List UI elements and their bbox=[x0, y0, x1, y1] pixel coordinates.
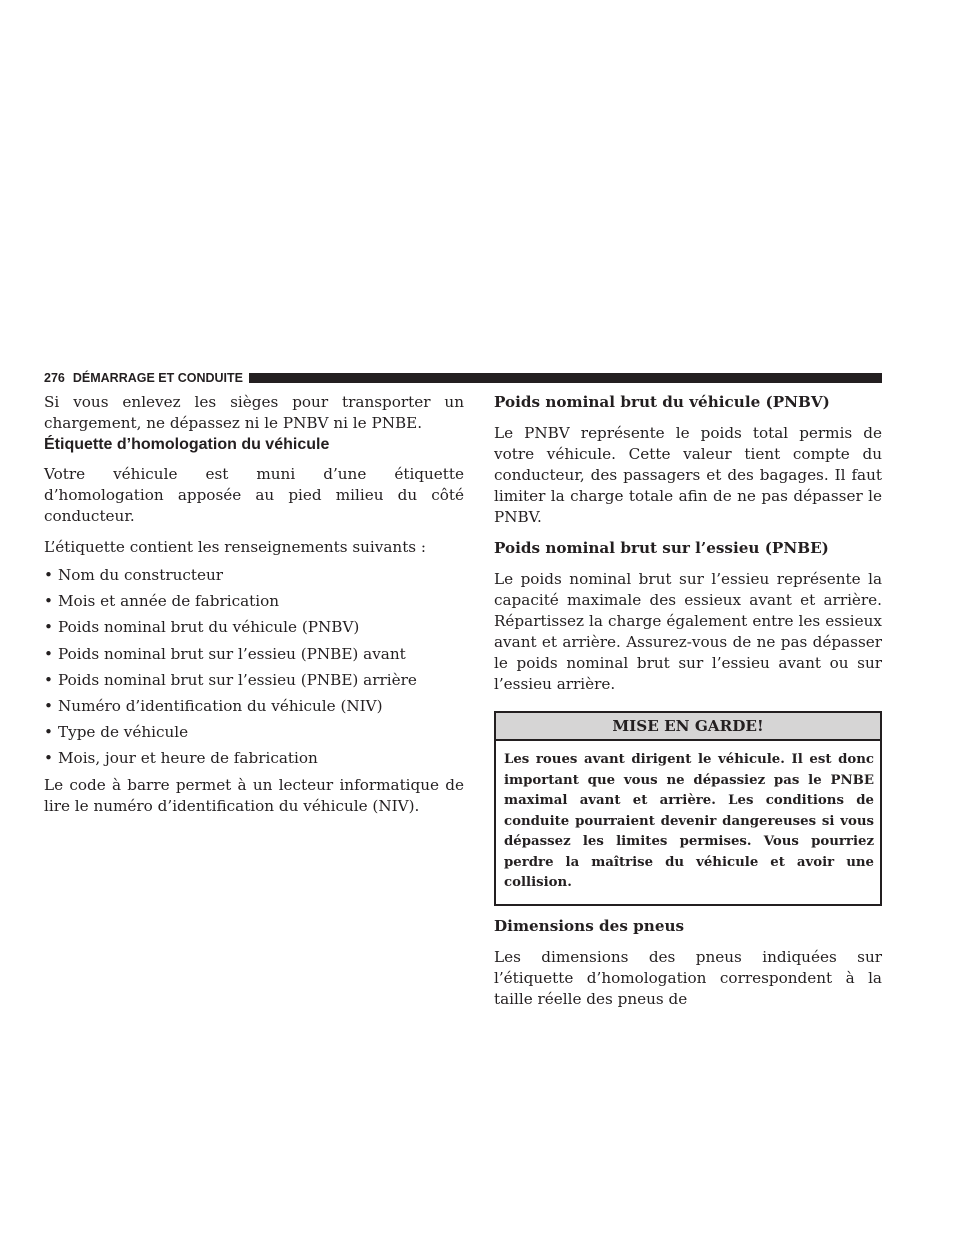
list-item: • Poids nominal brut sur l’essieu (PNBE) avant bbox=[44, 644, 406, 663]
section-title: DÉMARRAGE ET CONDUITE bbox=[72, 371, 244, 385]
list-item: • Poids nominal brut sur l’essieu (PNBE) arrière bbox=[44, 670, 417, 689]
bullet-icon: • bbox=[44, 618, 53, 637]
page-number: 276 bbox=[44, 371, 65, 385]
intro-paragraph: Si vous enlevez les sièges pour transporter un chargement, ne dépassez ni le PNBV ni le PNBE. bbox=[44, 393, 464, 432]
left-column bbox=[44, 392, 464, 817]
right-column bbox=[494, 392, 882, 1010]
warning-title: MISE EN GARDE! bbox=[496, 713, 880, 741]
section-heading: Étiquette d’homologation du véhicule bbox=[44, 436, 330, 453]
bullet-icon: • bbox=[44, 644, 53, 663]
bullet-icon: • bbox=[44, 723, 53, 742]
tires-paragraph: Les dimensions des pneus indiquées sur l’étiquette d’homologation correspondent à la taille réelle des pneus de bbox=[494, 947, 882, 1008]
list-item: • Poids nominal brut du véhicule (PNBV) bbox=[44, 618, 360, 637]
list-item: • Nom du constructeur bbox=[44, 566, 224, 584]
tires-heading: Dimensions des pneus bbox=[494, 916, 685, 935]
bullet-icon: • bbox=[44, 696, 53, 715]
label-contents-intro: L’étiquette contient les renseignements suivants : bbox=[44, 538, 427, 556]
bullet-icon: • bbox=[44, 670, 53, 689]
bullet-icon: • bbox=[44, 749, 53, 768]
bullet-icon: • bbox=[44, 566, 53, 584]
pnbe-heading: Poids nominal brut sur l’essieu (PNBE) bbox=[494, 539, 829, 557]
barcode-paragraph: Le code à barre permet à un lecteur informatique de lire le numéro d’identification du véhicule (NIV). bbox=[44, 775, 464, 815]
header-rule bbox=[249, 373, 882, 383]
warning-box bbox=[494, 711, 882, 906]
bullet-icon: • bbox=[44, 592, 53, 611]
warning-body: Les roues avant dirigent le véhicule. Il est donc important que vous ne dépassiez pas le PNBE maximal avant et arrière. Les conditions de conduite pourraient devenir dangereuses si vous dépassez les limites permises. Vous pourriez perdre la maîtrise du véhicule et avoir une collision. bbox=[504, 752, 874, 890]
list-item: • Numéro d’identification du véhicule (NIV) bbox=[44, 696, 383, 715]
label-contents-list bbox=[44, 565, 464, 769]
pnbv-paragraph: Le PNBV représente le poids total permis de votre véhicule. Cette valeur tient compte du conducteur, des passagers et des bagages. Il faut limiter la charge totale afin de ne pas dépasser le PNBV. bbox=[494, 424, 882, 526]
list-item: • Mois et année de fabrication bbox=[44, 592, 280, 611]
list-item: • Type de véhicule bbox=[44, 723, 189, 742]
label-paragraph: Votre véhicule est muni d’une étiquette d’homologation apposée au pied milieu du côté conducteur. bbox=[44, 465, 464, 525]
pnbv-heading: Poids nominal brut du véhicule (PNBV) bbox=[494, 393, 830, 411]
pnbe-paragraph: Le poids nominal brut sur l’essieu représente la capacité maximale des essieux avant et arrière. Répartissez la charge également entre les essieux avant et arrière. Assurez-vous de ne pas dépasser le poids nominal brut sur l’essieu avant ou sur l’essieu arrière. bbox=[494, 570, 882, 693]
page-header bbox=[44, 370, 882, 386]
list-item: • Mois, jour et heure de fabrication bbox=[44, 749, 318, 768]
